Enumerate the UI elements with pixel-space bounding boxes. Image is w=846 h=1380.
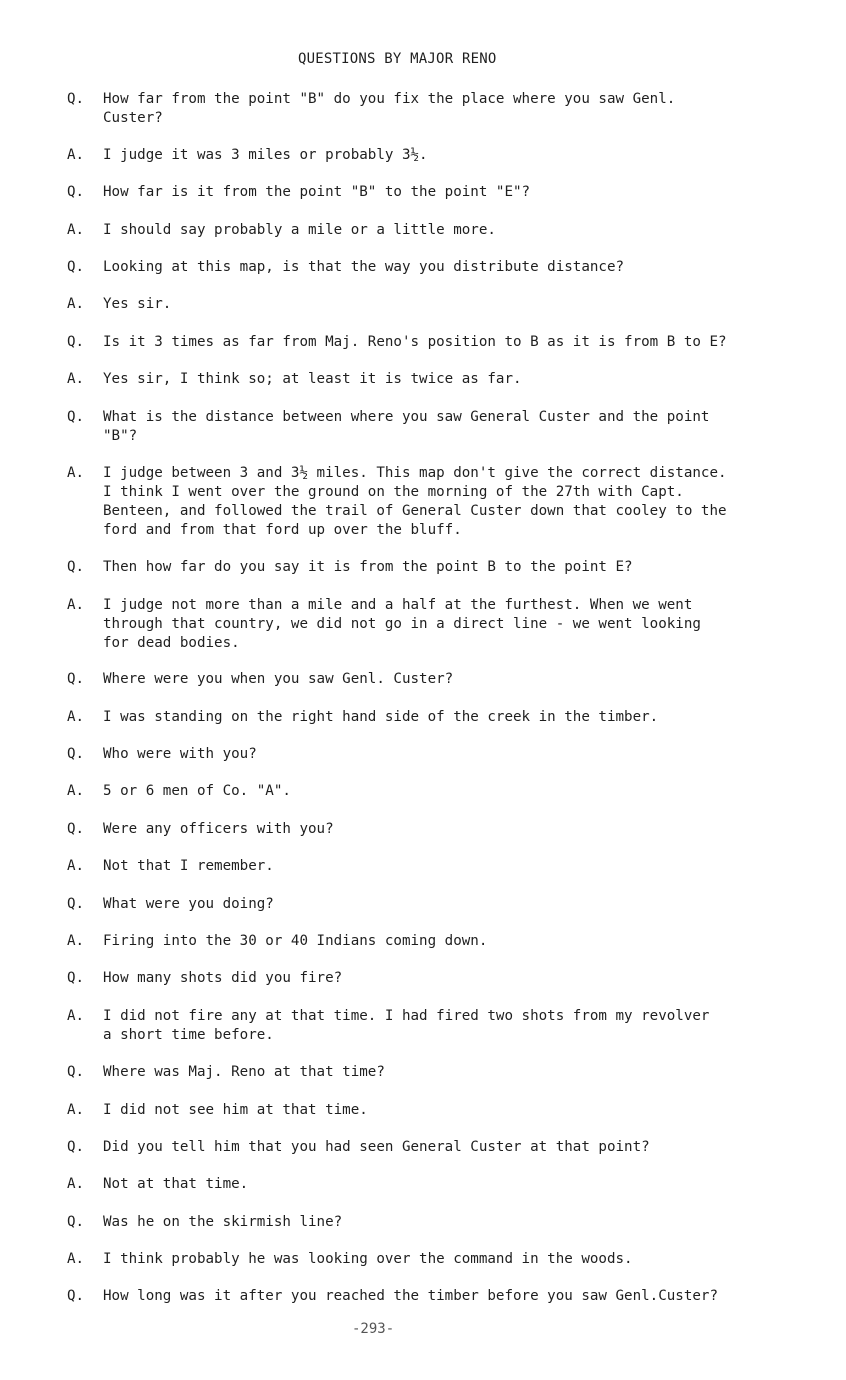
- entry-label: A.: [67, 858, 85, 874]
- entry-label: A.: [67, 1251, 85, 1267]
- answer-entry: [67, 1101, 797, 1120]
- entry-label: Q.: [67, 409, 85, 425]
- answer-entry: [67, 708, 797, 727]
- answer-entry: [67, 370, 797, 389]
- entry-text: I think probably he was looking over the command in the woods.: [103, 1251, 633, 1267]
- entry-text: Where were you when you saw Genl. Custer?: [103, 671, 454, 687]
- question-entry: [67, 969, 797, 988]
- entry-text: I judge between 3 and 3½ miles. This map don't give the correct distance. I think I went over the ground on the morning of the 27th with Capt. Benteen, and followed the trail of General Custer down that cooley to the ford and from that ford up over the bluff.: [103, 465, 727, 538]
- answer-entry: [67, 596, 797, 653]
- answer-entry: [67, 295, 797, 314]
- question-entry: [67, 1063, 797, 1082]
- entry-text: How far is it from the point "B" to the point "E"?: [103, 184, 531, 200]
- answer-entry: [67, 932, 797, 951]
- entry-label: A.: [67, 147, 85, 163]
- entry-text: I did not see him at that time.: [103, 1102, 368, 1118]
- entry-label: A.: [67, 597, 85, 613]
- answer-entry: [67, 1250, 797, 1269]
- entry-text: Is it 3 times as far from Maj. Reno's position to B as it is from B to E?: [103, 334, 727, 350]
- entry-label: Q.: [67, 1064, 85, 1080]
- entry-text: How far from the point "B" do you fix the place where you saw Genl. Custer?: [103, 91, 676, 126]
- entry-label: Q.: [67, 1214, 85, 1230]
- entry-text: Did you tell him that you had seen General Custer at that point?: [103, 1139, 650, 1155]
- entry-label: A.: [67, 296, 85, 312]
- entry-text: Yes sir, I think so; at least it is twice as far.: [103, 371, 522, 387]
- answer-entry: [67, 1007, 797, 1045]
- entry-label: Q.: [67, 746, 85, 762]
- entry-text: Looking at this map, is that the way you distribute distance?: [103, 259, 625, 275]
- answer-entry: [67, 464, 797, 540]
- entry-label: A.: [67, 709, 85, 725]
- question-entry: [67, 670, 797, 689]
- question-entry: [67, 558, 797, 577]
- entry-text: Who were with you?: [103, 746, 257, 762]
- entry-text: I was standing on the right hand side of the creek in the timber.: [103, 709, 659, 725]
- entry-label: A.: [67, 783, 85, 799]
- entry-label: Q.: [67, 259, 85, 275]
- entry-text: Firing into the 30 or 40 Indians coming down.: [103, 933, 488, 949]
- entry-label: Q.: [67, 184, 85, 200]
- entry-text: Not at that time.: [103, 1176, 249, 1192]
- entry-text: How long was it after you reached the timber before you saw Genl.Custer?: [103, 1288, 718, 1304]
- entry-label: Q.: [67, 1288, 85, 1304]
- entry-label: A.: [67, 1176, 85, 1192]
- entry-text: I should say probably a mile or a little more.: [103, 222, 496, 238]
- entry-text: What were you doing?: [103, 896, 274, 912]
- entry-text: 5 or 6 men of Co. "A".: [103, 783, 291, 799]
- entry-label: A.: [67, 371, 85, 387]
- question-entry: [67, 90, 797, 128]
- entry-label: Q.: [67, 671, 85, 687]
- entry-label: Q.: [67, 1139, 85, 1155]
- entry-label: Q.: [67, 821, 85, 837]
- entry-label: Q.: [67, 896, 85, 912]
- entry-label: A.: [67, 1008, 85, 1024]
- question-entry: [67, 408, 797, 446]
- entry-label: A.: [67, 1102, 85, 1118]
- question-entry: [67, 333, 797, 352]
- entry-text: Yes sir.: [103, 296, 172, 312]
- entry-label: A.: [67, 465, 85, 481]
- entry-text: Where was Maj. Reno at that time?: [103, 1064, 385, 1080]
- question-entry: [67, 820, 797, 839]
- entry-text: What is the distance between where you saw General Custer and the point "B"?: [103, 409, 710, 444]
- entry-text: Was he on the skirmish line?: [103, 1214, 343, 1230]
- question-entry: [67, 258, 797, 277]
- answer-entry: [67, 1175, 797, 1194]
- answer-entry: [67, 857, 797, 876]
- entry-text: I judge not more than a mile and a half at the furthest. When we went through that country, we did not go in a direct line - we went looking for dead bodies.: [103, 597, 701, 651]
- entry-text: Then how far do you say it is from the point B to the point E?: [103, 559, 633, 575]
- entry-text: I judge it was 3 miles or probably 3½.: [103, 147, 428, 163]
- entry-label: A.: [67, 222, 85, 238]
- question-entry: [67, 745, 797, 764]
- entry-text: I did not fire any at that time. I had fired two shots from my revolver a short time before.: [103, 1008, 710, 1043]
- question-entry: [67, 183, 797, 202]
- question-entry: [67, 1213, 797, 1232]
- page-title: QUESTIONS BY MAJOR RENO: [298, 51, 497, 67]
- entry-label: Q.: [67, 970, 85, 986]
- entry-text: How many shots did you fire?: [103, 970, 343, 986]
- entry-label: Q.: [67, 559, 85, 575]
- question-entry: [67, 1287, 797, 1306]
- entry-text: Were any officers with you?: [103, 821, 334, 837]
- answer-entry: [67, 146, 797, 165]
- page-number: -293-: [352, 1321, 395, 1337]
- answer-entry: [67, 782, 797, 801]
- entry-label: Q.: [67, 334, 85, 350]
- entry-label: Q.: [67, 91, 85, 107]
- question-entry: [67, 1138, 797, 1157]
- entry-label: A.: [67, 933, 85, 949]
- answer-entry: [67, 221, 797, 240]
- question-entry: [67, 895, 797, 914]
- entry-text: Not that I remember.: [103, 858, 274, 874]
